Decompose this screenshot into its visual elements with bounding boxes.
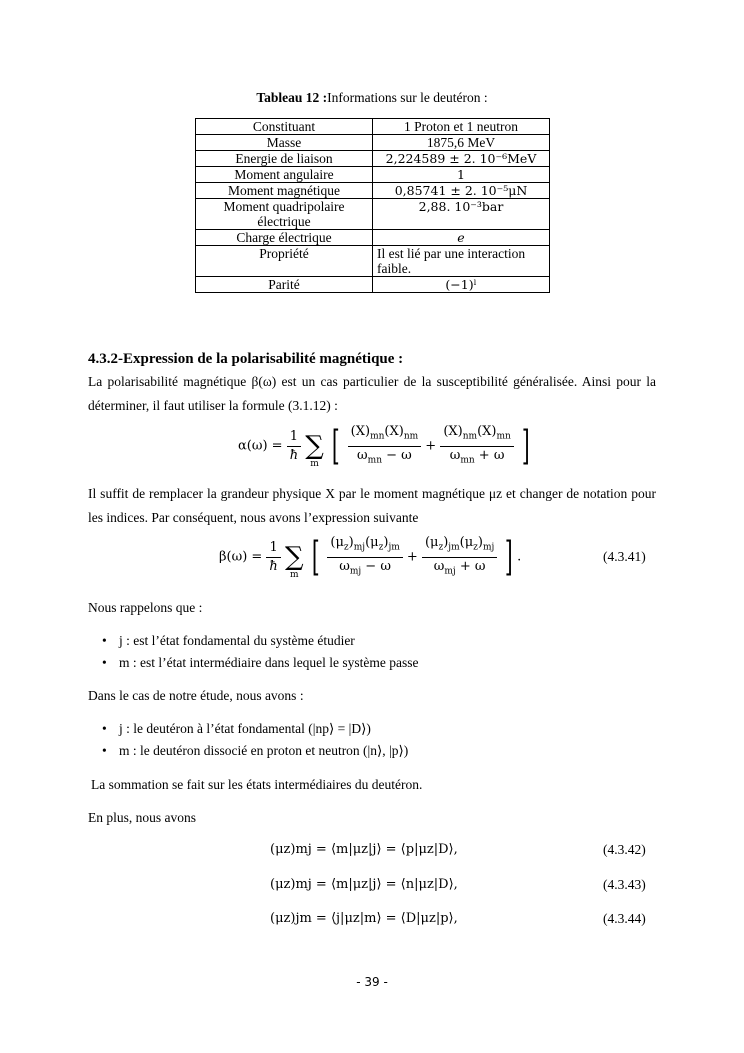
table-cell-property: Constituant: [196, 119, 373, 135]
equation-4343: (μz)mj = ⟨m|μz|j⟩ = ⟨n|μz|D⟩,: [270, 877, 458, 892]
table-cell-property: Parité: [196, 277, 373, 293]
table-row: [196, 199, 550, 230]
list-item: • m : est l’état intermédiaire dans lequel le système passe: [88, 652, 419, 674]
equation-number: (4.3.44): [603, 911, 646, 926]
table-row: [196, 183, 550, 199]
table-cell-property: Moment quadripolaire électrique: [196, 199, 373, 230]
table-cell-property: Energie de liaison: [196, 151, 373, 167]
list-item: • j : le deutéron à l’état fondamental (|np⟩ = |D⟩): [88, 718, 408, 740]
replacement-paragraph: Il suffit de remplacer la grandeur physique X par le moment magnétique μz et changer de notation pour les indices. Par conséquent, nous avons l’expression suivante: [88, 486, 656, 525]
table-cell-property: Propriété: [196, 246, 373, 277]
table-caption: [0, 90, 744, 106]
recall-text: Nous rappelons que :: [88, 600, 203, 615]
en-plus-text: En plus, nous avons: [88, 810, 196, 825]
caption-text: Informations sur le deutéron :: [327, 90, 488, 105]
table-cell-property: Moment angulaire: [196, 167, 373, 183]
caption-label: Tableau 12 :: [256, 90, 328, 105]
equation-number: (4.3.43): [603, 877, 646, 892]
table-row: [196, 151, 550, 167]
table-row: [196, 135, 550, 151]
table-cell-value: 0,85741 ± 2. 10⁻⁵μN: [373, 183, 550, 199]
intro-paragraph: La polarisabilité magnétique β(ω) est un cas particulier de la susceptibilité généralisée. Ainsi pour la déterminer, il faut utiliser la formule (3.1.12) :: [88, 374, 656, 413]
table-row: [196, 277, 550, 293]
equation-4342: (μz)mj = ⟨m|μz|j⟩ = ⟨p|μz|D⟩,: [270, 842, 458, 857]
equation-number: (4.3.41): [603, 549, 646, 564]
alpha-formula: α(ω) = $\frac{1}{ħ}$ ∑ m [ $\frac{(X)_{mn}(X)_{nm}}{\omega_{mn} - \omega}$ + $\frac{(X)_{nm}(X)_{mn}}{\omega_{mn} + \omega}$ ]: [238, 423, 530, 470]
bullet-list-states: [88, 630, 419, 674]
table-cell-value: (−1)ˡ: [373, 277, 550, 293]
deuteron-info-table: [195, 118, 550, 293]
table-cell-value: 2,88. 10⁻³bar: [373, 199, 550, 230]
table-cell-property: Moment magnétique: [196, 183, 373, 199]
table-cell-value: 1875,6 MeV: [373, 135, 550, 151]
case-study-text: Dans le cas de notre étude, nous avons :: [88, 688, 304, 703]
table-row: [196, 119, 550, 135]
equation-4344: (μz)jm = ⟨j|μz|m⟩ = ⟨D|μz|p⟩,: [270, 911, 458, 926]
list-item: • j : est l’état fondamental du système étudier: [88, 630, 419, 652]
page-number: - 39 -: [356, 975, 388, 989]
bullet-list-deuteron: [88, 718, 408, 762]
section-heading: 4.3.2-Expression de la polarisabilité magnétique :: [88, 351, 404, 367]
table-cell-value: 1: [373, 167, 550, 183]
table-cell-value: 1 Proton et 1 neutron: [373, 119, 550, 135]
table-cell-value: 2,224589 ± 2. 10⁻⁶MeV: [373, 151, 550, 167]
table-row: [196, 230, 550, 246]
list-item: • m : le deutéron dissocié en proton et neutron (|n⟩, |p⟩): [88, 740, 408, 762]
table-row: [196, 246, 550, 277]
table-cell-property: Charge électrique: [196, 230, 373, 246]
table-cell-value: e: [373, 230, 550, 246]
summation-text: La sommation se fait sur les états intermédiaires du deutéron.: [91, 777, 423, 792]
beta-formula: β(ω) = $\frac{1}{ħ}$ ∑ m [ $\frac{(\mu_z)_{mj}(\mu_z)_{jm}}{\omega_{mj} - \omega}$ + $\frac{(\mu_z)_{jm}(\mu_z)_{mj}}{\omega_{mj} + \omega}$ ] .: [219, 534, 522, 581]
equation-number: (4.3.42): [603, 842, 646, 857]
table-cell-value: Il est lié par une interaction faible.: [373, 246, 550, 277]
table-row: [196, 167, 550, 183]
table-cell-property: Masse: [196, 135, 373, 151]
